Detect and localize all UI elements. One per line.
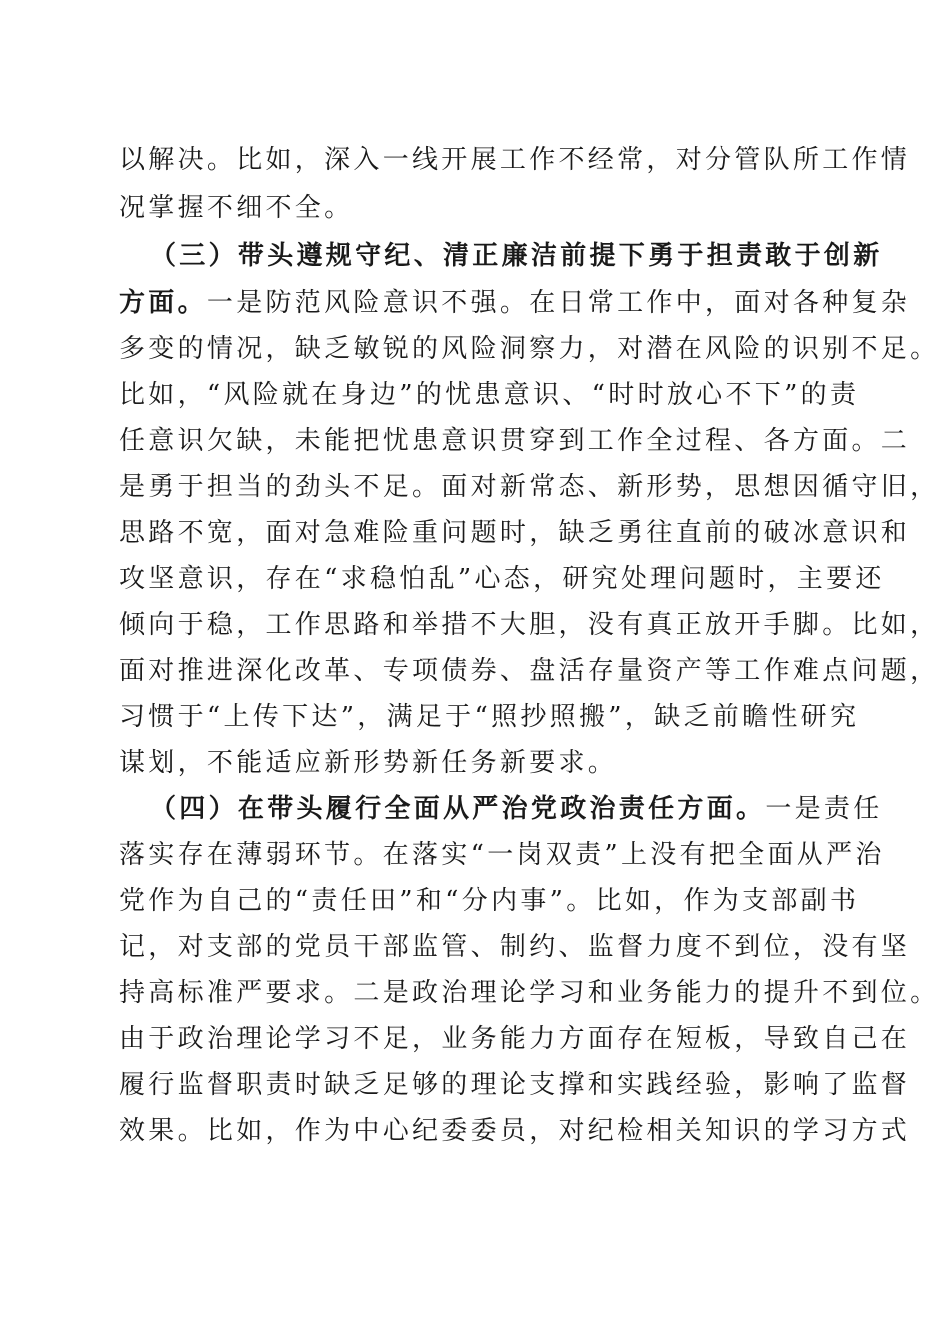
text-line	[119, 1020, 910, 1058]
text-segment: 攻坚意识，存在“求稳怕乱”心态，研究处理问题时，主要还	[119, 564, 885, 594]
text-line	[119, 652, 939, 690]
text-segment: 履行监督职责时缺乏足够的理论支撑和实践经验，影响了监督	[119, 1070, 911, 1100]
text-segment: 倾向于稳，工作思路和举措不大胆，没有真正放开手脚。比如，	[119, 610, 940, 640]
text-line	[119, 560, 885, 598]
text-segment: 是勇于担当的劲头不足。面对新常态、新形势，思想因循守旧，	[119, 472, 940, 502]
heading-text: 方面。	[119, 288, 207, 318]
text-line	[119, 698, 859, 736]
text-line	[119, 836, 885, 874]
text-line	[119, 468, 939, 506]
text-segment: 多变的情况，缺乏敏锐的风险洞察力，对潜在风险的识别不足。	[119, 334, 940, 364]
text-line	[119, 1066, 910, 1104]
text-line	[119, 514, 910, 552]
text-line	[119, 744, 617, 782]
text-line	[119, 606, 939, 644]
text-segment: 一是责任	[765, 794, 883, 824]
text-line	[119, 422, 910, 460]
text-line	[119, 882, 859, 920]
text-line	[119, 928, 910, 966]
text-segment: 谋划，不能适应新形势新任务新要求。	[119, 748, 618, 778]
text-segment: 以解决。比如，深入一线开展工作不经常，对分管队所工作情	[119, 145, 911, 175]
text-line	[119, 141, 910, 179]
text-segment: 持高标准严要求。二是政治理论学习和业务能力的提升不到位。	[119, 978, 940, 1008]
text-segment: 效果。比如，作为中心纪委委员，对纪检相关知识的学习方式	[119, 1116, 911, 1146]
text-line	[119, 284, 910, 322]
text-segment: 记，对支部的党员干部监管、制约、监督力度不到位，没有坚	[119, 932, 911, 962]
text-segment: 落实存在薄弱环节。在落实“一岗双责”上没有把全面从严治	[119, 840, 885, 870]
text-line	[119, 1112, 910, 1150]
text-line	[119, 189, 353, 227]
text-line	[119, 974, 939, 1012]
text-segment: 况掌握不细不全。	[119, 193, 354, 223]
text-segment: 一是防范风险意识不强。在日常工作中，面对各种复杂	[206, 288, 911, 318]
section-heading-4	[150, 790, 883, 828]
text-segment: 面对推进深化改革、专项债券、盘活存量资产等工作难点问题，	[119, 656, 940, 686]
text-segment: 思路不宽，面对急难险重问题时，缺乏勇往直前的破冰意识和	[119, 518, 911, 548]
heading-text: （四）在带头履行全面从严治党政治责任方面。	[150, 794, 766, 824]
section-heading-3	[150, 237, 883, 275]
text-segment: 任意识欠缺，未能把忧患意识贯穿到工作全过程、各方面。二	[119, 426, 911, 456]
text-segment: 由于政治理论学习不足，业务能力方面存在短板，导致自己在	[119, 1024, 911, 1054]
text-line	[119, 376, 859, 414]
text-segment: 比如，“风险就在身边”的忧患意识、“时时放心不下”的责	[119, 380, 860, 410]
text-line	[119, 330, 939, 368]
text-segment: 习惯于“上传下达”，满足于“照抄照搬”，缺乏前瞻性研究	[119, 702, 860, 732]
heading-text: （三）带头遵规守纪、清正廉洁前提下勇于担责敢于创新	[150, 241, 883, 271]
text-segment: 党作为自己的“责任田”和“分内事”。比如，作为支部副书	[119, 886, 860, 916]
